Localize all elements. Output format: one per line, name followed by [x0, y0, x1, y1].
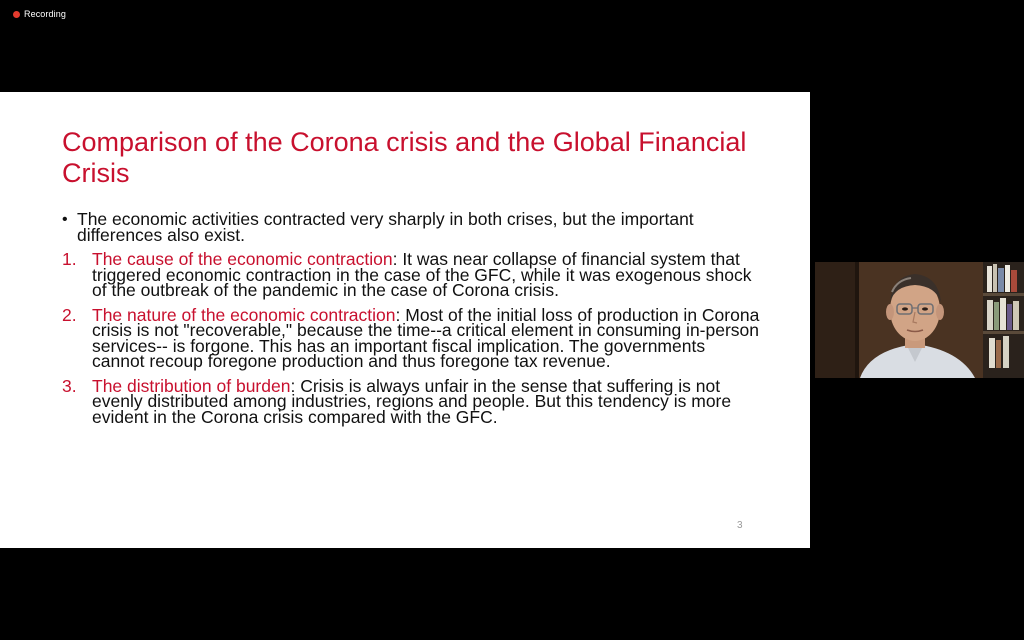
intro-text: The economic activities contracted very sharply in both crises, but the important differences also exist. [77, 209, 694, 245]
list-item-2 [62, 304, 762, 371]
recording-indicator [13, 9, 66, 19]
participant-video-tile[interactable] [815, 262, 1024, 378]
list-item-3 [62, 375, 762, 427]
item-number: 2. [62, 304, 77, 325]
item-number: 3. [62, 375, 77, 396]
participant-video-icon [815, 262, 1024, 378]
item-text: : Crisis is always unfair in the sense that suffering is not evenly distributed among industries, regions and people. But this tendency is more evident in the Corona crisis compared with the GFC. [92, 375, 732, 427]
item-heading: The nature of the economic contraction [92, 304, 396, 325]
recording-dot-icon [13, 11, 20, 18]
item-number: 1. [62, 249, 77, 269]
intro-bullet [62, 209, 762, 245]
slide-body [62, 209, 762, 434]
item-heading: The cause of the economic contraction [92, 249, 393, 269]
bullet-dot-icon: • [62, 211, 68, 228]
item-text: : It was near collapse of financial system that triggered economic contraction in the case of the GFC, while it was exogenous shock of the outbreak of the pandemic in the case of Corona crisis. [92, 249, 752, 300]
slide-title: Comparison of the Corona crisis and the Global Financial Crisis [62, 127, 747, 188]
slide-page-number: 3 [737, 520, 743, 531]
recording-label: Recording [24, 9, 66, 19]
item-heading: The distribution of burden [92, 375, 291, 396]
item-text: : Most of the initial loss of production in Corona crisis is not "recoverable," because the time--a critical element in consuming in-person services-- is forgone. This has an important fiscal implication. The governments cannot recoup foregone production and thus foregone tax revenue. [92, 304, 760, 371]
list-item-1 [62, 249, 762, 300]
shared-slide [0, 92, 810, 548]
